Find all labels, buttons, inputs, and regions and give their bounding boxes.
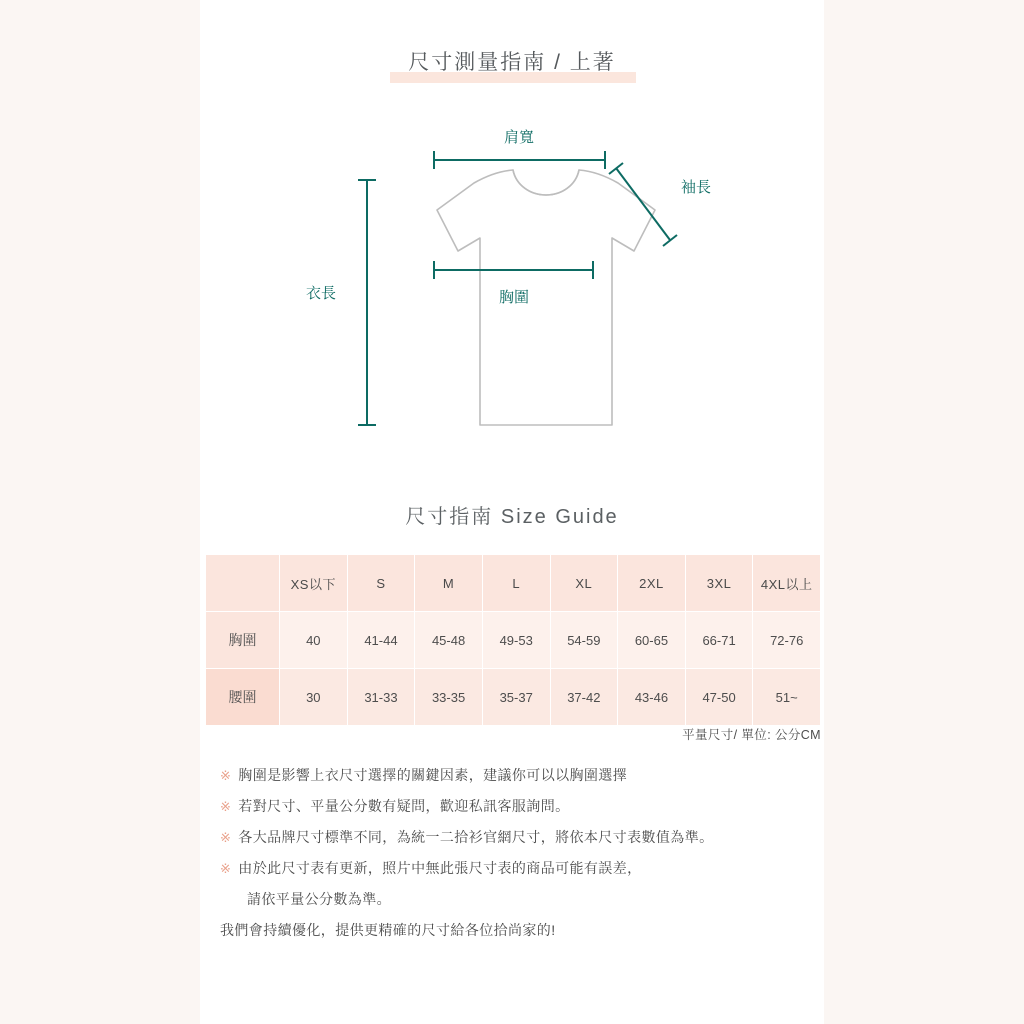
cell-waist-2xl: 43-46 <box>618 669 686 726</box>
note-text: 各大品牌尺寸標準不同，為統一二拾衫官網尺寸，將依本尺寸表數值為準。 <box>238 829 714 845</box>
table-col-3xl: 3XL <box>685 555 753 612</box>
note-mark-icon: ※ <box>220 799 232 814</box>
cell-chest-m: 45-48 <box>415 612 483 669</box>
row-header-waist: 腰圍 <box>206 669 280 726</box>
label-chest: 胸圍 <box>498 289 530 306</box>
cell-waist-s: 31-33 <box>347 669 415 726</box>
size-guide-heading: 尺寸指南 Size Guide <box>405 506 619 528</box>
size-table <box>205 554 821 726</box>
cell-waist-xl: 37-42 <box>550 669 618 726</box>
cell-waist-3xl: 47-50 <box>685 669 753 726</box>
garment-diagram <box>200 105 824 460</box>
table-col-l: L <box>482 555 550 612</box>
page-title: 尺寸測量指南 / 上著 <box>408 51 616 74</box>
table-col-4xl: 4XL以上 <box>753 555 821 612</box>
table-unit-note: 平量尺寸/ 單位: 公分CM <box>682 728 821 742</box>
row-header-chest: 胸圍 <box>206 612 280 669</box>
label-shoulder: 肩寬 <box>503 129 535 146</box>
table-col-2xl: 2XL <box>618 555 686 612</box>
note-continuation <box>220 884 820 915</box>
cell-chest-xl: 54-59 <box>550 612 618 669</box>
cell-chest-l: 49-53 <box>482 612 550 669</box>
content-area <box>200 0 824 1024</box>
notes-list <box>220 760 820 946</box>
note-mark-icon: ※ <box>220 830 232 845</box>
table-col-s: S <box>347 555 415 612</box>
cell-chest-3xl: 66-71 <box>685 612 753 669</box>
table-header-row <box>206 555 821 612</box>
note-continuation-text: 請依平量公分數為準。 <box>247 891 391 907</box>
left-margin <box>0 0 200 1024</box>
cell-chest-4xl: 72-76 <box>753 612 821 669</box>
title-wrap <box>200 46 824 80</box>
cell-waist-xs: 30 <box>280 669 348 726</box>
table-corner-cell <box>206 555 280 612</box>
table-col-m: M <box>415 555 483 612</box>
note-mark-icon: ※ <box>220 861 232 876</box>
note-item <box>220 760 820 791</box>
table-col-xs: XS以下 <box>280 555 348 612</box>
note-mark-icon: ※ <box>220 768 232 783</box>
right-margin <box>824 0 1024 1024</box>
cell-chest-2xl: 60-65 <box>618 612 686 669</box>
cell-chest-s: 41-44 <box>347 612 415 669</box>
cell-waist-l: 35-37 <box>482 669 550 726</box>
note-text: 若對尺寸、平量公分數有疑問，歡迎私訊客服詢問。 <box>238 798 570 814</box>
note-item <box>220 853 820 884</box>
table-row <box>206 612 821 669</box>
note-item <box>220 822 820 853</box>
note-item <box>220 791 820 822</box>
size-table-wrap <box>205 554 821 726</box>
label-length: 衣長 <box>305 285 337 302</box>
note-text: 由於此尺寸表有更新，照片中無此張尺寸表的商品可能有誤差， <box>238 860 642 876</box>
cell-waist-m: 33-35 <box>415 669 483 726</box>
cell-waist-4xl: 51~ <box>753 669 821 726</box>
cell-chest-xs: 40 <box>280 612 348 669</box>
table-row <box>206 669 821 726</box>
label-sleeve: 袖長 <box>680 179 712 196</box>
closing-text: 我們會持續優化，提供更精確的尺寸給各位拾尚家的! <box>220 922 556 938</box>
note-text: 胸圍是影響上衣尺寸選擇的關鍵因素，建議你可以以胸圍選擇 <box>238 767 628 783</box>
table-col-xl: XL <box>550 555 618 612</box>
